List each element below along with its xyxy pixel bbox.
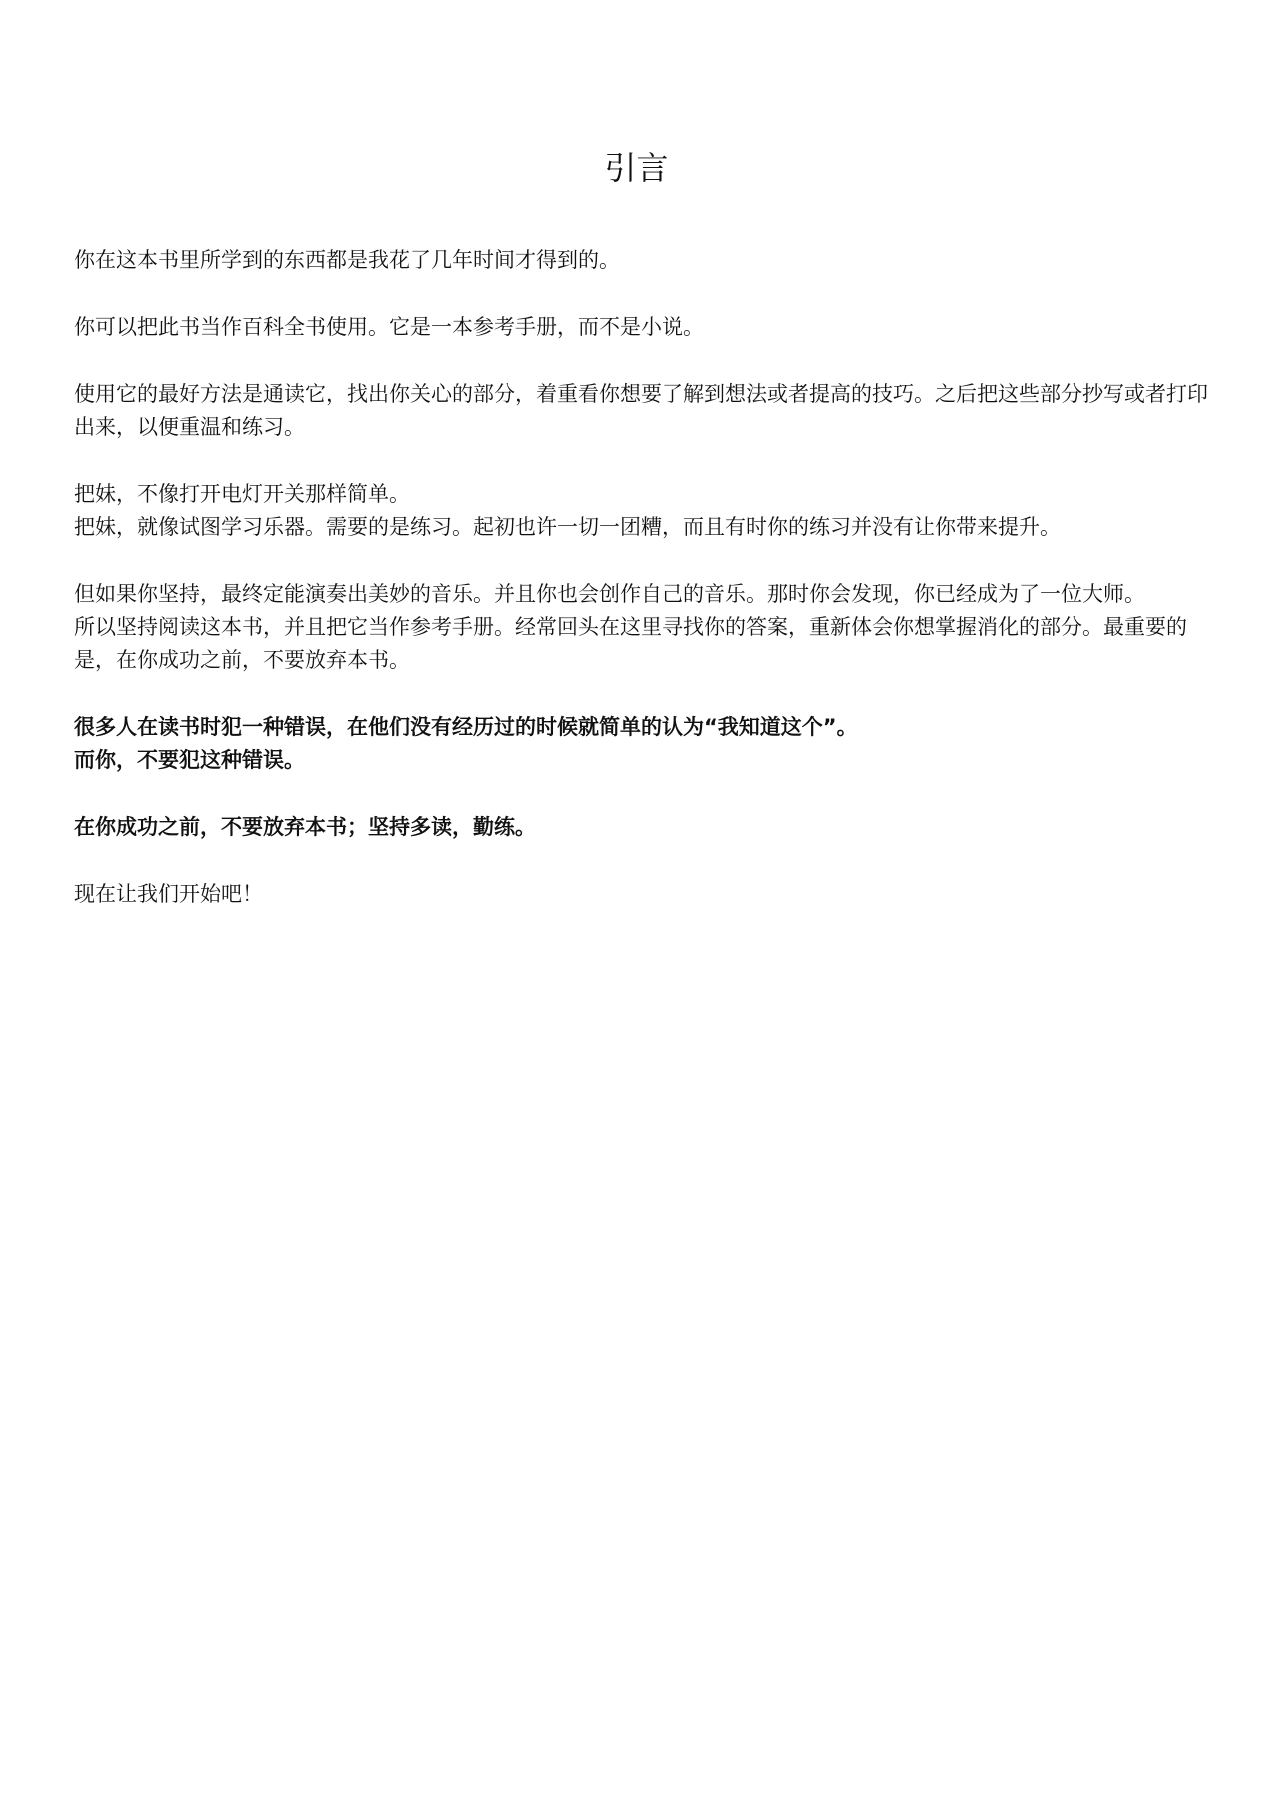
paragraph-1 [74, 244, 1214, 277]
paragraph-line: 使用它的最好方法是通读它，找出你关心的部分，着重看你想要了解到想法或者提高的技巧。之后把这些部分抄写或者打印出来，以便重温和练习。 [74, 382, 1208, 439]
paragraph-line: 在你成功之前，不要放弃本书；坚持多读，勤练。 [74, 815, 536, 839]
paragraph-2 [74, 311, 1214, 344]
paragraph-line: 把妹，就像试图学习乐器。需要的是练习。起初也许一切一团糟，而且有时你的练习并没有让你带来提升。 [74, 515, 1061, 539]
paragraph-8 [74, 878, 1214, 911]
paragraph-line: 你可以把此书当作百科全书使用。它是一本参考手册，而不是小说。 [74, 315, 704, 339]
paragraph-line: 现在让我们开始吧！ [74, 882, 263, 906]
paragraph-4 [74, 478, 1214, 544]
paragraph-line: 把妹，不像打开电灯开关那样简单。 [74, 482, 410, 506]
paragraph-6-emphasis [74, 711, 1214, 777]
paragraph-3 [74, 378, 1214, 444]
paragraph-line: 很多人在读书时犯一种错误，在他们没有经历过的时候就简单的认为“我知道这个”。 [74, 715, 858, 739]
document-body [74, 244, 1214, 945]
paragraph-line: 而你，不要犯这种错误。 [74, 748, 305, 772]
paragraph-5 [74, 578, 1214, 677]
paragraph-7-emphasis [74, 811, 1214, 844]
paragraph-line: 所以坚持阅读这本书，并且把它当作参考手册。经常回头在这里寻找你的答案，重新体会你想掌握消化的部分。最重要的是，在你成功之前，不要放弃本书。 [74, 615, 1187, 672]
page-title: 引言 [604, 149, 669, 187]
paragraph-line: 你在这本书里所学到的东西都是我花了几年时间才得到的。 [74, 248, 620, 272]
paragraph-line: 但如果你坚持，最终定能演奏出美妙的音乐。并且你也会创作自己的音乐。那时你会发现，你已经成为了一位大师。 [74, 582, 1145, 606]
